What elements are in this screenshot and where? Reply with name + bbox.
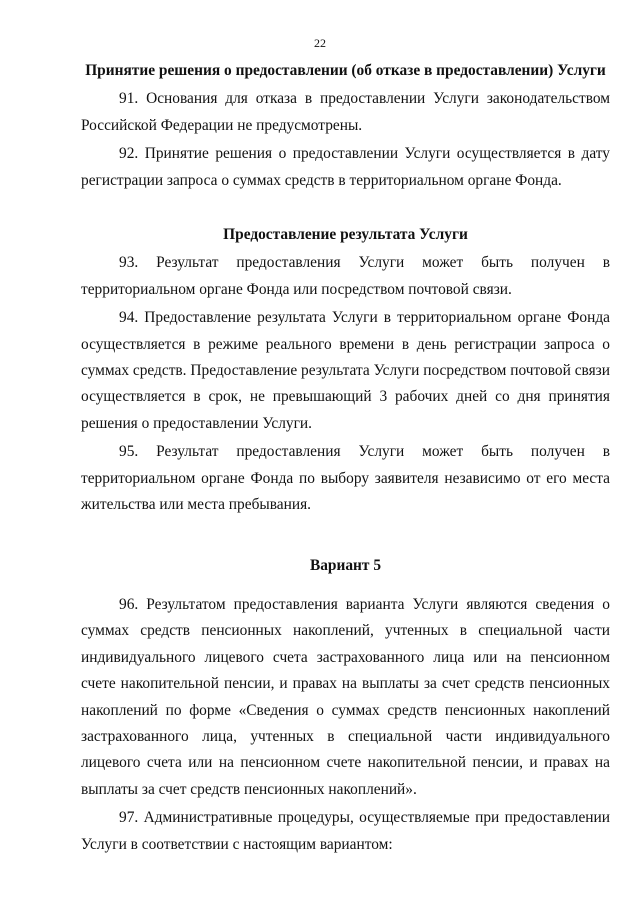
paragraph-91: 91. Основания для отказа в предоставлении Услуги законодательством Российской Федерации не предусмотрены.	[81, 90, 610, 134]
document-body	[81, 58, 610, 858]
section-heading-result: Предоставление результата Услуги	[223, 226, 468, 244]
paragraph-96: 96. Результатом предоставления варианта Услуги являются сведения о суммах средств пенсионных накоплений, учтенных в специальной части индивидуального лицевого счета застрахованного лица или на пенсионном счете накопительной пенсии, и правах на выплаты за счет средств пенсионных накоплений по форме «Сведения о суммах средств пенсионных накоплений застрахованного лица, учтенных в специальной части индивидуального лицевого счета или на пенсионном счете накопительной пенсии, и правах на выплаты за счет средств пенсионных накоплений».	[81, 595, 610, 798]
paragraph-97: 97. Административные процедуры, осуществляемые при предоставлении Услуги в соответствии с настоящим вариантом:	[81, 809, 610, 853]
paragraph-94: 94. Предоставление результата Услуги в территориальном органе Фонда осуществляется в режиме реального времени в день регистрации запроса о суммах средств. Предоставление результата Услуги посредством почтовой связи осуществляется в срок, не превышающий 3 рабочих дней со дня принятия решения о предоставлении Услуги.	[81, 309, 610, 432]
page-number: 22	[314, 36, 326, 50]
section-heading-variant-5: Вариант 5	[309, 556, 382, 574]
section-heading-decision: Принятие решения о предоставлении (об отказе в предоставлении) Услуги	[85, 62, 606, 79]
paragraph-93: 93. Результат предоставления Услуги может быть получен в территориальном органе Фонда или посредством почтовой связи.	[81, 254, 610, 298]
paragraph-92: 92. Принятие решения о предоставлении Услуги осуществляется в дату регистрации запроса о суммах средств в территориальном органе Фонда.	[81, 145, 610, 189]
paragraph-95: 95. Результат предоставления Услуги может быть получен в территориальном органе Фонда по выбору заявителя независимо от его места жительства или места пребывания.	[81, 443, 610, 514]
